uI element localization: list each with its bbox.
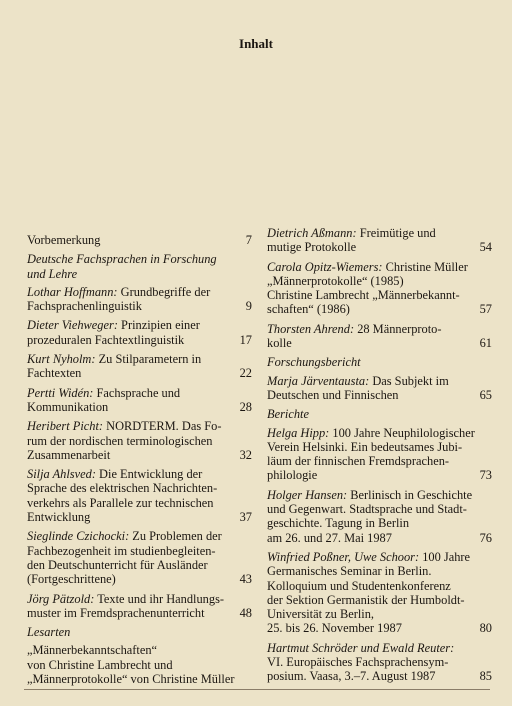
entry-title: 25. bis 26. November 1987 (267, 621, 402, 636)
toc-entry-line (27, 510, 252, 524)
toc-entry-line (267, 288, 492, 302)
toc-left-column (27, 233, 252, 691)
toc-entry-line (27, 400, 252, 414)
author-name: Sieglinde Czichocki: (27, 529, 130, 544)
section-heading (27, 625, 252, 639)
toc-entry-line (267, 564, 492, 578)
entry-text (27, 544, 216, 558)
toc-entry-line (27, 352, 252, 366)
entry-title: Kolloquium und Studentenkonferenz (267, 578, 451, 593)
entry-text (27, 572, 116, 586)
author-name: Kurt Nyholm: (27, 352, 96, 367)
author-name: Heribert Picht: (27, 419, 104, 434)
entry-title: Christine Lambrecht „Männerbekannt- (267, 288, 460, 303)
toc-entry-line (27, 386, 252, 400)
toc-entry-line (27, 333, 252, 347)
author-name: Dieter Viehweger: (27, 318, 118, 333)
toc-entry-line (27, 419, 252, 433)
entry-text (27, 285, 210, 299)
entry-title: am 26. und 27. Mai 1987 (267, 530, 392, 545)
entry-text (267, 655, 448, 669)
entry-text (27, 448, 110, 462)
page-title: Inhalt (239, 36, 273, 51)
entry-title: 100 Jahre (419, 549, 471, 564)
entry-text (267, 288, 460, 302)
toc-entry-line (267, 550, 492, 564)
toc-entry-line (267, 226, 492, 240)
toc-entry-line (267, 302, 492, 316)
toc-entry (267, 426, 492, 483)
toc-entry (267, 550, 492, 636)
entry-text (27, 529, 222, 543)
toc-entry-line (27, 606, 252, 620)
entry-title: Germanisches Seminar in Berlin. (267, 564, 432, 579)
toc-entry-line (267, 531, 492, 545)
author-name: Thorsten Ahrend: (267, 321, 355, 336)
toc-entry-line (27, 592, 252, 606)
entry-text (27, 400, 108, 414)
entry-text (267, 607, 374, 621)
entry-title: Kommunikation (27, 399, 109, 414)
toc-entry (27, 419, 252, 462)
toc-entry-line (27, 572, 252, 586)
entry-text (267, 502, 467, 516)
section-heading (267, 407, 492, 421)
toc-entry (267, 641, 492, 684)
entry-title: philologie (267, 468, 318, 483)
toc-entry (27, 318, 252, 347)
toc-entry (267, 488, 492, 545)
entry-text (267, 488, 472, 502)
entry-text (27, 592, 224, 606)
entry-text (27, 558, 208, 572)
entry-text (267, 336, 292, 350)
section-heading-line: und Lehre (27, 266, 78, 281)
section-heading (27, 252, 252, 281)
toc-entry-line (27, 285, 252, 299)
entry-title: Vorbemerkung (27, 233, 101, 247)
entry-title: „Männerbekanntschaften“ (27, 643, 158, 658)
entry-text (27, 467, 202, 481)
toc-entry-line (27, 529, 252, 543)
entry-text (27, 672, 235, 686)
entry-title: verkehrs als Parallele zur technischen (27, 495, 214, 510)
entry-text (267, 593, 465, 607)
entry-title: „Männerprotokolle“ (1985) (267, 273, 404, 288)
entry-text (267, 468, 317, 482)
entry-title: Fachsprache und (93, 385, 181, 400)
entry-title: Christine Müller (382, 259, 468, 274)
entry-title: geschichte. Tagung in Berlin (267, 516, 410, 531)
author-name: Carola Opitz-Wiemers: (267, 259, 383, 274)
page-number: 48 (239, 605, 252, 620)
entry-title: „Männerprotokolle“ von Christine Müller (27, 672, 235, 687)
entry-title: prozeduralen Fachtextlinguistik (27, 332, 185, 347)
entry-text (27, 366, 81, 380)
author-name: Hartmut Schröder und Ewald Reuter: (267, 640, 455, 655)
entry-text (267, 302, 350, 316)
entry-text (267, 388, 398, 402)
page-number: 37 (239, 510, 252, 525)
toc-entry-line (267, 621, 492, 635)
toc-entry-line (27, 434, 252, 448)
entry-title: Zusammenarbeit (27, 447, 111, 462)
toc-entry-line (267, 593, 492, 607)
entry-text (267, 579, 451, 593)
entry-text (267, 440, 462, 454)
section-heading-line: Lesarten (27, 625, 71, 640)
entry-text (267, 374, 449, 388)
entry-title: den Deutschunterricht für Ausländer (27, 557, 208, 572)
toc-entry-line (27, 299, 252, 313)
toc-entry-line (267, 440, 492, 454)
toc-entry-line (267, 336, 492, 350)
toc-entry-line (267, 502, 492, 516)
toc-entry-line (27, 643, 252, 657)
entry-title: Zu Problemen der (129, 529, 222, 544)
toc-entry-line (27, 366, 252, 380)
section-heading (267, 355, 492, 369)
entry-title: 100 Jahre Neuphilologischer (329, 425, 475, 440)
page-number: 9 (245, 299, 252, 314)
entry-title: 28 Männerproto- (354, 321, 442, 336)
entry-title: posium. Vaasa, 3.–7. August 1987 (267, 669, 436, 684)
toc-entry-line (27, 544, 252, 558)
toc-entry-line (27, 496, 252, 510)
toc-entry (267, 322, 492, 351)
author-name: Holger Hansen: (267, 487, 348, 502)
entry-text (267, 621, 402, 635)
toc-entry (27, 285, 252, 314)
page-number: 57 (479, 302, 492, 317)
toc-right-column (267, 226, 492, 689)
toc-entry-line (267, 669, 492, 683)
page-number: 85 (479, 669, 492, 684)
toc-entry-line (27, 467, 252, 481)
entry-title: Berlinisch in Geschichte (347, 487, 473, 502)
toc-entry-line (267, 322, 492, 336)
entry-text (27, 352, 201, 366)
entry-title: VI. Europäisches Fachsprachensym- (267, 655, 449, 670)
entry-title: Sprache des elektrischen Nachrichten- (27, 481, 218, 496)
entry-text (267, 564, 431, 578)
entry-text (27, 419, 221, 433)
entry-text (267, 516, 409, 530)
toc-entry-line (267, 374, 492, 388)
entry-title: Fachtexten (27, 366, 82, 381)
entry-title: (Fortgeschrittene) (27, 572, 116, 587)
entry-title: Universität zu Berlin, (267, 607, 375, 622)
toc-entry-line (267, 607, 492, 621)
entry-text (27, 658, 173, 672)
toc-entry-line (27, 658, 252, 672)
author-name: Jörg Pätzold: (27, 591, 95, 606)
toc-entry-line (267, 388, 492, 402)
toc-entry (27, 643, 252, 686)
entry-title: muster im Fremdsprachenunterricht (27, 605, 205, 620)
toc-entry-line (267, 426, 492, 440)
entry-title: Entwicklung (27, 510, 91, 525)
entry-text (267, 426, 475, 440)
entry-title: Fachsprachenlinguistik (27, 299, 142, 314)
entry-text (267, 240, 356, 254)
entry-title: Verein Helsinki. Ein bedeutsames Jubi- (267, 439, 463, 454)
toc-entry-line (267, 641, 492, 655)
toc-entry (267, 374, 492, 403)
entry-title: von Christine Lambrecht und (27, 657, 173, 672)
entry-title: Freimütige und (356, 226, 436, 240)
toc-entry-line (27, 233, 252, 247)
section-heading-line: Deutsche Fachsprachen in Forschung (27, 252, 217, 267)
toc-entry-line (27, 448, 252, 462)
toc-entry (27, 592, 252, 621)
entry-text (27, 643, 157, 657)
entry-text (267, 531, 392, 545)
author-name: Helga Hipp: (267, 425, 330, 440)
page-number: 76 (479, 530, 492, 545)
page-number: 32 (239, 447, 252, 462)
toc-entry (27, 233, 252, 247)
author-name: Dietrich Aßmann: (267, 226, 357, 240)
toc-entry (27, 386, 252, 415)
page-number: 73 (479, 468, 492, 483)
entry-title: mutige Protokolle (267, 240, 357, 255)
toc-entry-line (267, 516, 492, 530)
toc-entry-line (267, 454, 492, 468)
entry-text (267, 454, 449, 468)
entry-title: Prinzipien einer (117, 318, 200, 333)
entry-text (267, 226, 436, 240)
entry-text (27, 299, 142, 313)
toc-entry (267, 226, 492, 255)
entry-text (27, 333, 184, 347)
entry-title: Deutschen und Finnischen (267, 387, 399, 402)
entry-text (267, 274, 404, 288)
entry-text (267, 641, 454, 655)
entry-title: Die Entwicklung der (95, 467, 203, 482)
author-name: Winfried Poßner, Uwe Schoor: (267, 549, 420, 564)
bottom-rule (24, 689, 490, 690)
toc-entry-line (267, 240, 492, 254)
entry-text (27, 481, 217, 495)
entry-title: Das Subjekt im (369, 373, 449, 388)
toc-entry-line (27, 481, 252, 495)
toc-entry-line (267, 488, 492, 502)
toc-entry (267, 260, 492, 317)
author-name: Lothar Hoffmann: (27, 284, 118, 299)
entry-title: rum der nordischen terminologischen (27, 433, 213, 448)
toc-entry-line (267, 655, 492, 669)
entry-text (267, 322, 442, 336)
author-name: Silja Ahlsved: (27, 467, 96, 482)
page-number: 80 (479, 621, 492, 636)
toc-entry-line (267, 468, 492, 482)
author-name: Pertti Widén: (27, 385, 94, 400)
toc-entry-line (27, 318, 252, 332)
page-number: 17 (239, 332, 252, 347)
page-number: 43 (239, 572, 252, 587)
entry-title: NORDTERM. Das Fo- (103, 419, 222, 434)
entry-text (27, 434, 212, 448)
toc-entry-line (27, 558, 252, 572)
toc-entry-line (267, 260, 492, 274)
entry-title: und Gegenwart. Stadtsprache und Stadt- (267, 502, 467, 517)
toc-entry-line (27, 672, 252, 686)
page-number: 61 (479, 336, 492, 351)
entry-text (27, 606, 205, 620)
author-name: Marja Järventausta: (267, 373, 370, 388)
entry-title: der Sektion Germanistik der Humboldt- (267, 592, 465, 607)
entry-title: Zu Stilparametern in (95, 352, 202, 367)
entry-title: schaften“ (1986) (267, 302, 350, 317)
page-number: 28 (239, 399, 252, 414)
page-number: 65 (479, 387, 492, 402)
entry-title: Grundbegriffe der (117, 284, 211, 299)
entry-text (267, 669, 435, 683)
entry-title: läum der finnischen Fremdsprachen- (267, 454, 450, 469)
page-number: 54 (479, 240, 492, 255)
toc-entry-line (267, 274, 492, 288)
section-heading-line: Berichte (267, 407, 309, 422)
toc-entry-line (267, 579, 492, 593)
toc-entry (27, 352, 252, 381)
entry-text (267, 260, 468, 274)
toc-entry (27, 467, 252, 524)
toc-entry (27, 529, 252, 586)
entry-text (27, 496, 213, 510)
entry-title: Fachbezogenheit im studienbegleiten- (27, 543, 216, 558)
entry-title: kolle (267, 336, 292, 351)
section-heading-line: Forschungsbericht (267, 355, 361, 370)
entry-title: Texte und ihr Handlungs- (94, 591, 225, 606)
entry-text (27, 510, 90, 524)
entry-text (27, 233, 100, 247)
page-number: 7 (245, 233, 252, 247)
entry-text (27, 318, 200, 332)
entry-text (27, 386, 180, 400)
page-number: 22 (239, 366, 252, 381)
entry-text (267, 550, 470, 564)
